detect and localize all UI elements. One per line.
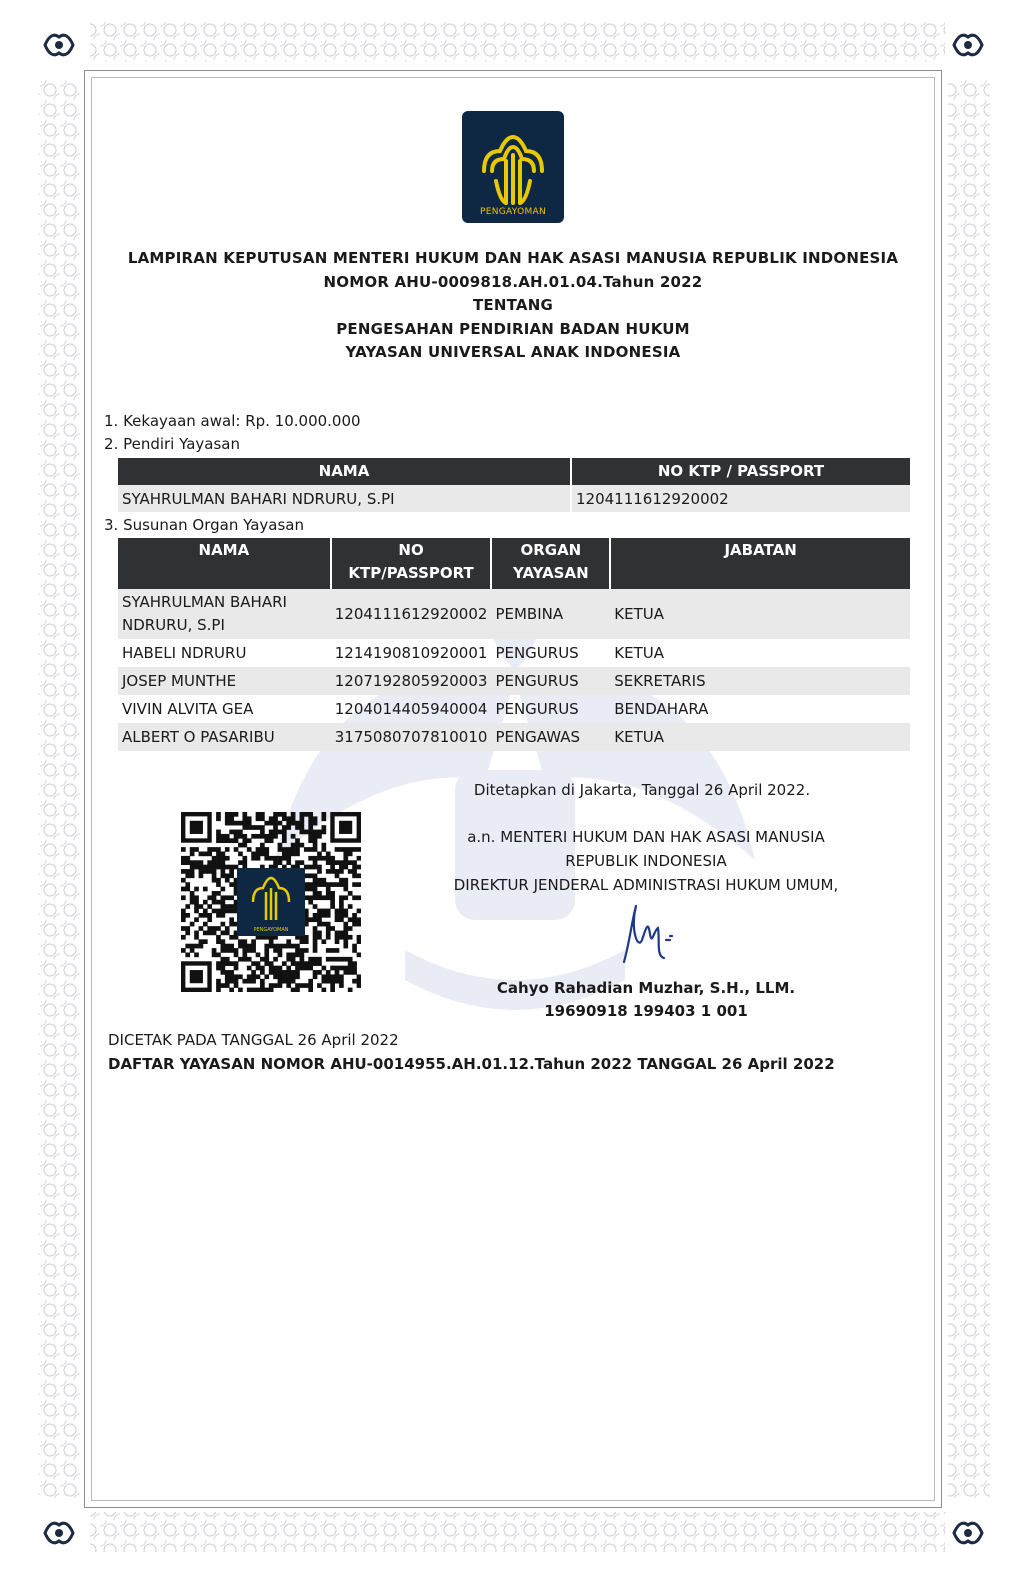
organ-ktp: 1214190810920001 <box>334 643 488 662</box>
organ-ktp: 3175080707810010 <box>331 723 492 751</box>
signatory-nip: 19690918 199403 1 001 <box>544 1002 748 1020</box>
heading-line-4: PENGESAHAN PENDIRIAN BADAN HUKUM <box>336 319 690 338</box>
table-row <box>118 485 910 512</box>
table-row <box>118 723 910 751</box>
corner-ornament-icon <box>41 27 77 63</box>
qr-code-icon <box>181 812 361 992</box>
table-row <box>118 667 910 695</box>
corner-ornament-icon <box>950 27 986 63</box>
column-header: NO KTP / PASSPORT <box>571 458 910 485</box>
heading-line-2: NOMOR AHU-0009818.AH.01.04.Tahun 2022 <box>323 272 703 291</box>
organ-name: VIVIN ALVITA GEA <box>122 699 254 718</box>
document-heading <box>100 247 926 365</box>
organ-name: JOSEP MUNTHE <box>118 667 331 695</box>
organ-ktp: 1207192805920003 <box>331 667 492 695</box>
item-pendiri: 2. Pendiri Yayasan <box>104 435 240 453</box>
organ-jabatan: SEKRETARIS <box>610 667 910 695</box>
organ-type: PENGURUS <box>495 699 579 718</box>
column-header: NAMA <box>118 458 571 485</box>
logo-label: PENGAYOMAN <box>479 207 547 217</box>
qr-center-label: PENGAYOMAN <box>253 927 289 933</box>
table-row <box>118 589 910 639</box>
column-header: ORGAN YAYASAN <box>491 538 610 589</box>
founder-name: SYAHRULMAN BAHARI NDRURU, S.PI <box>118 485 571 512</box>
an-line-2: REPUBLIK INDONESIA <box>565 852 727 870</box>
founders-table <box>118 458 910 512</box>
table-header-row <box>118 538 910 589</box>
founder-ktp: 1204111612920002 <box>571 485 910 512</box>
organ-jabatan: BENDAHARA <box>614 699 709 718</box>
organ-table <box>118 538 910 751</box>
heading-line-5: YAYASAN UNIVERSAL ANAK INDONESIA <box>345 343 681 361</box>
ditetapkan-text: Ditetapkan di Jakarta, Tanggal 26 April 2022. <box>473 781 811 799</box>
heading-line-3: TENTANG <box>473 296 553 314</box>
organ-jabatan: KETUA <box>610 723 910 751</box>
organ-type: PENGURUS <box>491 667 610 695</box>
daftar-text: DAFTAR YAYASAN NOMOR AHU-0014955.AH.01.12.Tahun 2022 TANGGAL 26 April 2022 <box>108 1055 835 1073</box>
an-line-1: a.n. MENTERI HUKUM DAN HAK ASASI MANUSIA <box>467 828 825 846</box>
column-header: JABATAN <box>610 538 910 589</box>
organ-ktp: 1204014405940004 <box>334 699 488 718</box>
table-row <box>118 695 910 723</box>
item-susunan: 3. Susunan Organ Yayasan <box>104 516 304 534</box>
an-line-3: DIREKTUR JENDERAL ADMINISTRASI HUKUM UMUM, <box>453 876 839 894</box>
signatory-name: Cahyo Rahadian Muzhar, S.H., LLM. <box>496 979 796 997</box>
table-row <box>118 639 910 667</box>
organ-type: PEMBINA <box>491 589 610 639</box>
handwritten-signature-icon <box>612 900 682 970</box>
organ-name: HABELI NDRURU <box>122 643 247 662</box>
column-header: NAMA <box>118 538 331 589</box>
dicetak-text: DICETAK PADA TANGGAL 26 April 2022 <box>108 1031 399 1049</box>
corner-ornament-icon <box>950 1515 986 1551</box>
column-header: NO KTP/PASSPORT <box>331 538 492 589</box>
heading-line-1: LAMPIRAN KEPUTUSAN MENTERI HUKUM DAN HAK ASASI MANUSIA REPUBLIK INDONESIA <box>127 249 899 267</box>
organ-jabatan: KETUA <box>610 589 910 639</box>
organ-name: ALBERT O PASARIBU <box>118 723 331 751</box>
pengayoman-logo <box>462 111 564 223</box>
organ-ktp: 1204111612920002 <box>331 589 492 639</box>
organ-jabatan: KETUA <box>614 643 664 662</box>
table-header-row <box>118 458 910 485</box>
organ-type: PENGURUS <box>495 643 579 662</box>
organ-type: PENGAWAS <box>491 723 610 751</box>
item-kekayaan: 1. Kekayaan awal: Rp. 10.000.000 <box>104 412 361 430</box>
organ-name: SYAHRULMAN BAHARI NDRURU, S.PI <box>118 589 331 639</box>
corner-ornament-icon <box>41 1515 77 1551</box>
